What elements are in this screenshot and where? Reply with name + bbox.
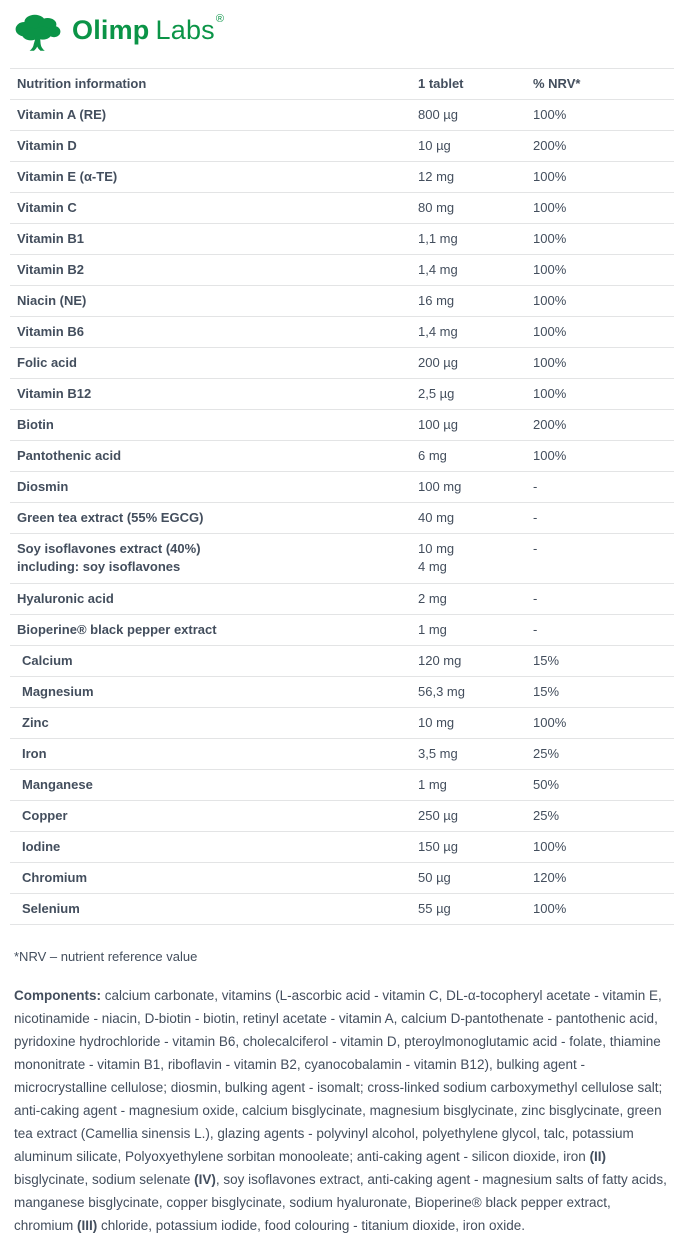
components-bold-segment: (III)	[77, 1218, 98, 1233]
nutrient-nrv: 100%	[533, 293, 567, 308]
nutrient-nrv: 100%	[533, 715, 567, 730]
nutrient-amount: 2 mg	[418, 591, 447, 606]
components-segment: chloride, potassium iodide, food colouring - titanium dioxide, iron oxide.	[97, 1218, 526, 1233]
table-row	[10, 584, 674, 615]
nutrient-name: Chromium	[22, 870, 87, 885]
table-header-row	[10, 68, 674, 100]
components-segment: bisglycinate, sodium selenate	[14, 1172, 195, 1187]
nutrient-name: Niacin (NE)	[17, 293, 87, 308]
table-row	[10, 100, 674, 131]
tree-icon	[14, 10, 62, 56]
table-row	[10, 863, 674, 894]
nutrient-nrv: 100%	[533, 262, 567, 277]
nutrient-amount: 250 µg	[418, 808, 459, 823]
nutrient-amount: 1,4 mg	[418, 262, 458, 277]
components-segment: , soy isoflavones extract, anti-caking agent - magnesium salts of fatty acids, manganese bisglycinate, copper bisglycinate, sodium hyaluronate, Bioperine® black pepper extract, chromium	[14, 1172, 667, 1233]
nutrient-amount: 150 µg	[418, 839, 459, 854]
nutrient-name: Vitamin B1	[17, 231, 84, 246]
nutrient-nrv: 25%	[533, 746, 560, 761]
nutrient-amount: 1,1 mg	[418, 231, 458, 246]
table-row	[10, 131, 674, 162]
table-row	[10, 534, 674, 584]
nutrient-amount: 1 mg	[418, 777, 447, 792]
nutrient-name: Vitamin B12	[17, 386, 92, 401]
nutrient-nrv: 50%	[533, 777, 560, 792]
components-bold-segment: (IV)	[194, 1172, 216, 1187]
nutrient-amount: 80 mg	[418, 200, 455, 215]
nutrient-nrv: 100%	[533, 901, 567, 916]
nutrient-nrv: 100%	[533, 839, 567, 854]
nutrient-amount: 10 µg	[418, 138, 451, 153]
nutrition-table-body	[10, 100, 674, 925]
nutrient-amount: 40 mg	[418, 510, 455, 525]
nutrient-name: Magnesium	[22, 684, 94, 699]
table-row	[10, 677, 674, 708]
nutrient-name: Pantothenic acid	[17, 448, 122, 463]
table-row	[10, 708, 674, 739]
nutrient-nrv: -	[533, 510, 538, 525]
table-row	[10, 770, 674, 801]
nutrient-amount: 50 µg	[418, 870, 451, 885]
nutrient-nrv: 100%	[533, 355, 567, 370]
nutrient-nrv: -	[533, 541, 538, 556]
brand-name-olimp: Olimp	[72, 15, 150, 45]
table-row	[10, 348, 674, 379]
nutrient-name: Selenium	[22, 901, 80, 916]
nutrient-name: Soy isoflavones extract (40%) including: soy isoflavones	[17, 541, 201, 574]
nutrient-nrv: 100%	[533, 448, 567, 463]
table-row	[10, 832, 674, 863]
table-row	[10, 224, 674, 255]
nutrient-name: Bioperine® black pepper extract	[17, 622, 217, 637]
nutrient-amount: 1 mg	[418, 622, 447, 637]
table-row	[10, 379, 674, 410]
nrv-footnote: *NRV – nutrient reference value	[14, 949, 198, 964]
nutrient-nrv: 100%	[533, 169, 567, 184]
nutrient-nrv: 100%	[533, 200, 567, 215]
nutrient-amount: 800 µg	[418, 107, 459, 122]
nutrient-nrv: -	[533, 591, 538, 606]
nutrition-table	[10, 68, 674, 925]
nutrient-amount: 2,5 µg	[418, 386, 455, 401]
table-row	[10, 162, 674, 193]
nutrient-nrv: -	[533, 622, 538, 637]
table-row	[10, 739, 674, 770]
table-row	[10, 286, 674, 317]
nutrient-name: Folic acid	[17, 355, 77, 370]
column-header-nrv: % NRV*	[533, 76, 581, 91]
nutrient-nrv: 120%	[533, 870, 567, 885]
table-row	[10, 894, 674, 925]
nutrient-name: Manganese	[22, 777, 93, 792]
nutrient-amount: 100 mg	[418, 479, 462, 494]
components-text	[14, 984, 670, 1237]
brand-name-labs: Labs	[155, 15, 215, 45]
nutrient-nrv: 100%	[533, 386, 567, 401]
nutrient-name: Zinc	[22, 715, 49, 730]
nutrient-amount: 6 mg	[418, 448, 447, 463]
nutrient-name: Vitamin B2	[17, 262, 84, 277]
nutrient-amount: 200 µg	[418, 355, 459, 370]
nutrient-nrv: 200%	[533, 138, 567, 153]
nutrient-nrv: 100%	[533, 231, 567, 246]
column-header-nutrition-information: Nutrition information	[17, 76, 147, 91]
column-header-1-tablet: 1 tablet	[418, 76, 464, 91]
nutrient-name: Iron	[22, 746, 47, 761]
components-bold-segment: (II)	[589, 1149, 607, 1164]
nutrient-nrv: 200%	[533, 417, 567, 432]
nutrient-name: Calcium	[22, 653, 73, 668]
components-bold-segment: Components:	[14, 988, 101, 1003]
nutrient-name: Diosmin	[17, 479, 69, 494]
nutrient-nrv: 100%	[533, 324, 567, 339]
nutrient-name: Vitamin C	[17, 200, 77, 215]
nutrient-name: Green tea extract (55% EGCG)	[17, 510, 204, 525]
nutrient-name: Vitamin A (RE)	[17, 107, 107, 122]
nutrient-name: Biotin	[17, 417, 54, 432]
table-row	[10, 503, 674, 534]
nutrient-amount: 12 mg	[418, 169, 455, 184]
table-row	[10, 441, 674, 472]
brand-wordmark	[72, 15, 223, 46]
nutrient-amount: 120 mg	[418, 653, 462, 668]
table-row	[10, 410, 674, 441]
nutrient-amount: 56,3 mg	[418, 684, 465, 699]
nutrient-amount: 16 mg	[418, 293, 455, 308]
olimp-labs-logo	[10, 8, 674, 62]
nutrient-amount: 10 mg	[418, 715, 455, 730]
nutrient-amount: 3,5 mg	[418, 746, 458, 761]
table-row	[10, 472, 674, 503]
components-segment: calcium carbonate, vitamins (L-ascorbic acid - vitamin C, DL-α-tocopheryl acetate - vitamin E, nicotinamide - niacin, D-biotin - biotin, retinyl acetate - vitamin A, calcium D-pantothenate - pantothenic acid, pyridoxine hydrochloride - vitamin B6, cholecalciferol - vitamin D, pteroylmonoglutamic acid - folate, thiamine mononitrate - vitamin B1, riboflavin - vitamin B2, cyanocobalamin - vitamin B12), bulking agent - microcrystalline cellulose; diosmin, bulking agent - isomalt; cross-linked sodium carboxymethyl cellulose salt; anti-caking agent - magnesium oxide, calcium bisglycinate, magnesium bisglycinate, zinc bisglycinate, green tea extract (Camellia sinensis L.), glazing agents - polyvinyl alcohol, polyethylene glycol, talc, potassium aluminum silicate, Polyoxyethylene sorbitan monooleate; anti-caking agent - silicon dioxide, iron	[14, 988, 663, 1164]
nutrient-name: Iodine	[22, 839, 61, 854]
table-row	[10, 317, 674, 348]
nutrient-name: Vitamin D	[17, 138, 77, 153]
nutrient-name: Copper	[22, 808, 68, 823]
table-row	[10, 801, 674, 832]
table-row	[10, 615, 674, 646]
registered-trademark-symbol: ®	[215, 13, 225, 25]
table-row	[10, 255, 674, 286]
nutrient-amount: 55 µg	[418, 901, 451, 916]
nutrient-nrv: -	[533, 479, 538, 494]
nutrient-name: Hyaluronic acid	[17, 591, 114, 606]
nutrient-amount: 1,4 mg	[418, 324, 458, 339]
nutrient-amount: 100 µg	[418, 417, 459, 432]
nutrient-amount: 10 mg 4 mg	[418, 541, 455, 574]
table-row	[10, 193, 674, 224]
nutrient-name: Vitamin E (α-TE)	[17, 169, 118, 184]
nutrient-nrv: 15%	[533, 653, 560, 668]
nutrient-nrv: 15%	[533, 684, 560, 699]
nutrient-nrv: 100%	[533, 107, 567, 122]
nutrient-nrv: 25%	[533, 808, 560, 823]
nutrient-name: Vitamin B6	[17, 324, 84, 339]
table-row	[10, 646, 674, 677]
